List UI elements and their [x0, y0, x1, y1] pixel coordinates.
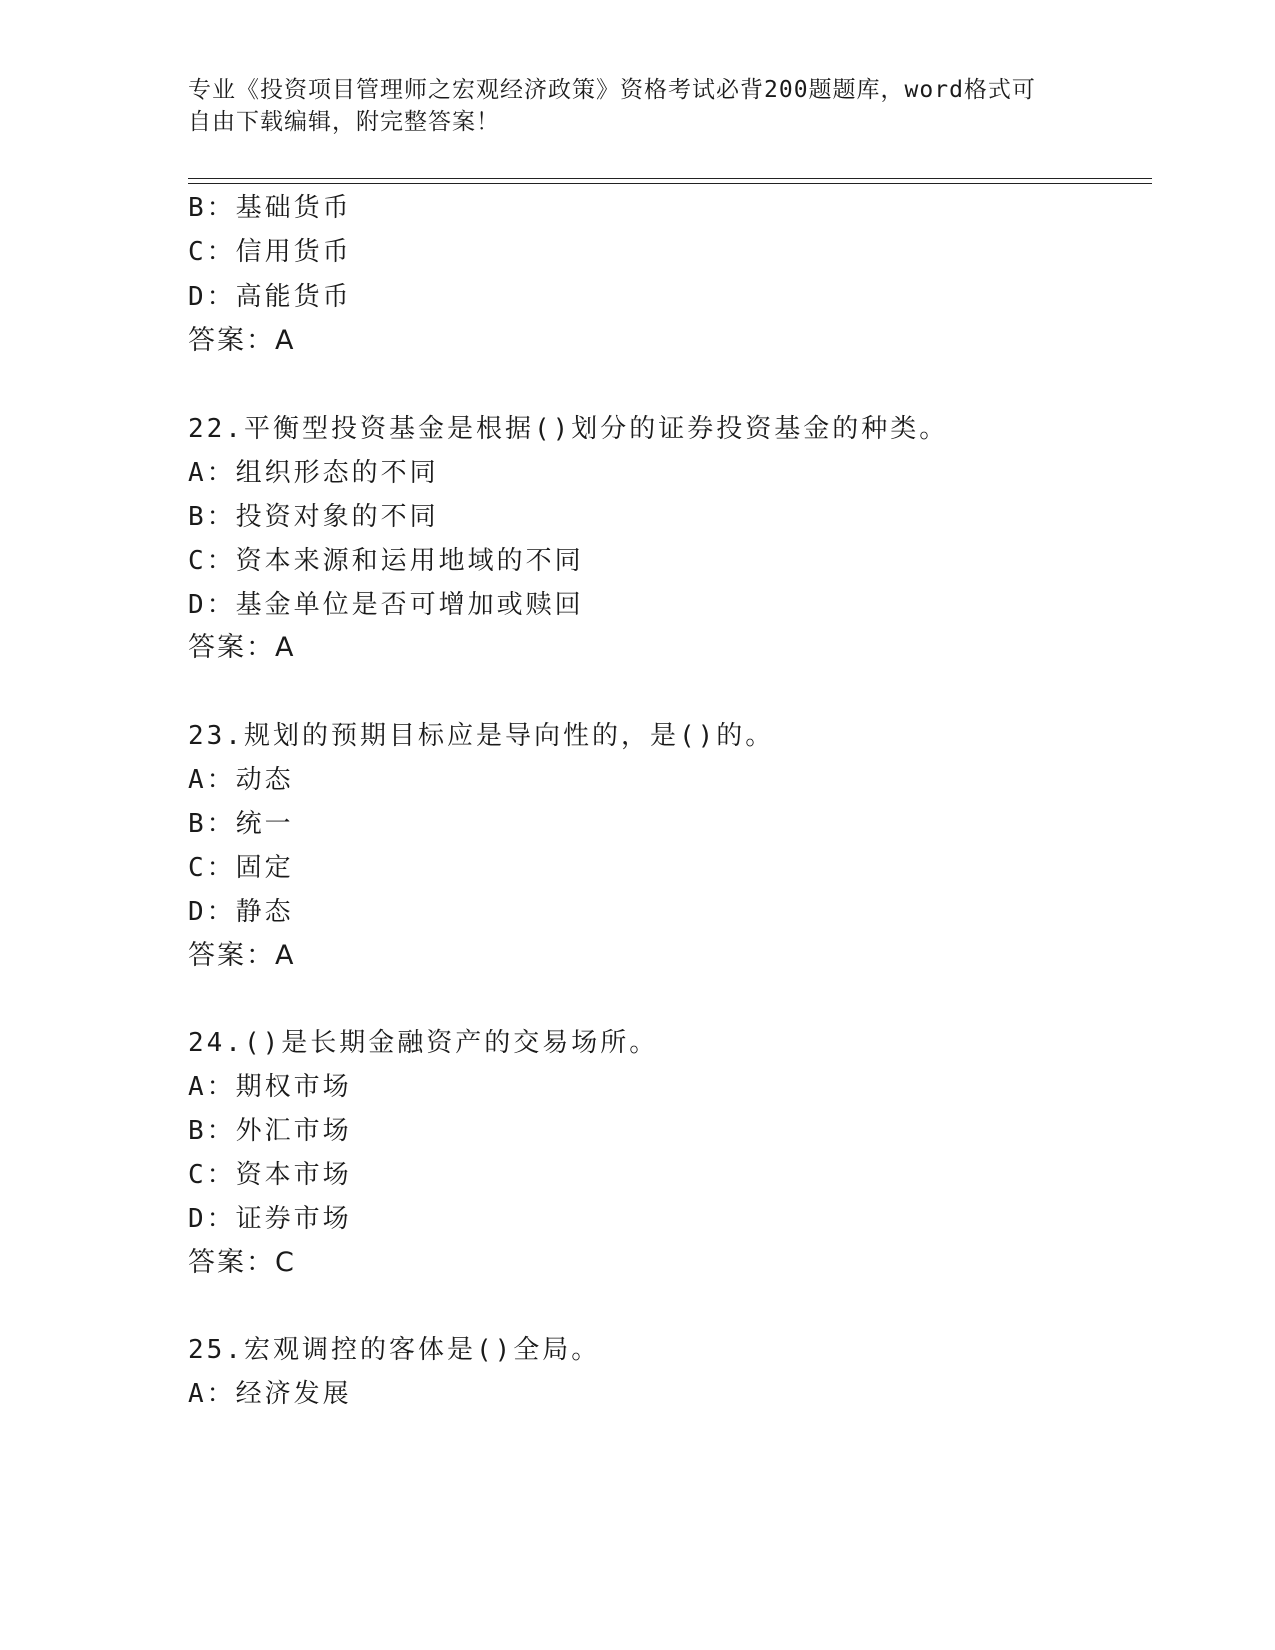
- question-stem: 22.平衡型投资基金是根据()划分的证券投资基金的种类。: [188, 414, 949, 444]
- answer-line: 答案：A: [188, 325, 296, 356]
- option-c: C：固定: [188, 853, 294, 883]
- question-stem: 25.宏观调控的客体是()全局。: [188, 1335, 601, 1365]
- header-line-2: 自由下载编辑，附完整答案！: [188, 109, 500, 135]
- option-d: D：高能货币: [188, 282, 352, 312]
- option-d: D：基金单位是否可增加或赎回: [188, 590, 584, 620]
- question-stem: 24.()是长期金融资产的交易场所。: [188, 1028, 659, 1058]
- option-c: C：资本来源和运用地域的不同: [188, 546, 584, 576]
- option-c: C：资本市场: [188, 1160, 352, 1190]
- document-header: [188, 74, 1088, 138]
- answer-line: 答案：C: [188, 1247, 296, 1278]
- question-stem: 23.规划的预期目标应是导向性的，是()的。: [188, 721, 775, 751]
- option-d: D：静态: [188, 897, 294, 927]
- option-a: A：期权市场: [188, 1072, 352, 1102]
- answer-line: 答案：A: [188, 632, 296, 663]
- option-a: A：组织形态的不同: [188, 458, 439, 488]
- option-b: B：外汇市场: [188, 1116, 352, 1146]
- option-a: A：经济发展: [188, 1379, 352, 1409]
- header-divider-bottom: [188, 183, 1152, 184]
- option-b: B：统一: [188, 809, 294, 839]
- option-d: D：证券市场: [188, 1204, 352, 1234]
- header-line-1: 专业《投资项目管理师之宏观经济政策》资格考试必背200题题库，word格式可: [188, 77, 1036, 103]
- answer-line: 答案：A: [188, 940, 296, 971]
- option-b: B：基础货币: [188, 193, 352, 223]
- header-divider-top: [188, 178, 1152, 179]
- option-a: A：动态: [188, 765, 294, 795]
- option-b: B：投资对象的不同: [188, 502, 439, 532]
- option-c: C：信用货币: [188, 237, 352, 267]
